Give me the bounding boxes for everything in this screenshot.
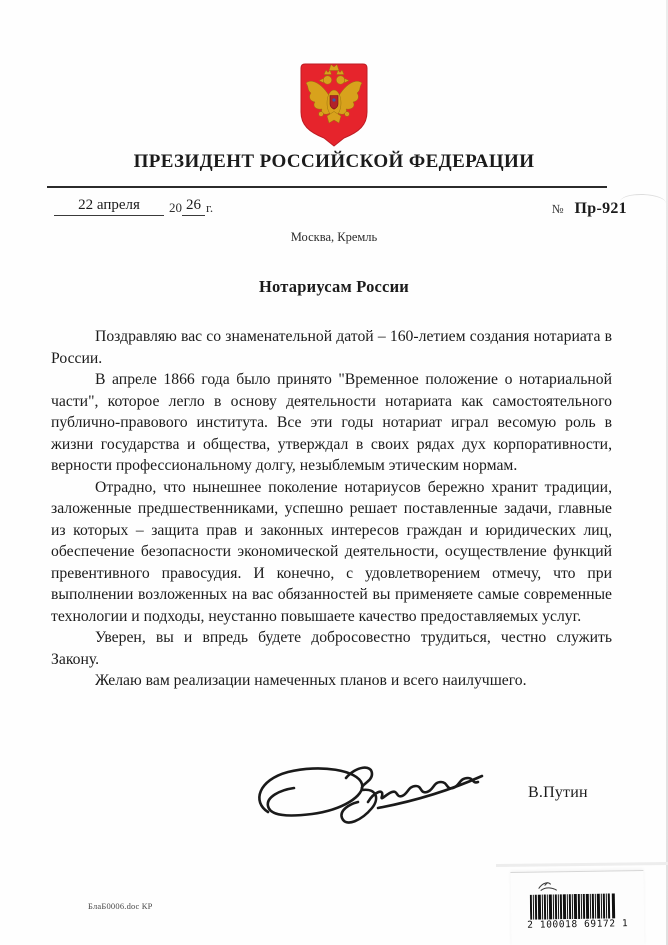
- barcode-number: 2 100018 69172 1: [527, 918, 629, 931]
- meta-row: [50, 196, 627, 222]
- document-number: [552, 200, 627, 218]
- date-century: 20: [169, 200, 182, 215]
- letter-paragraph: Поздравляю вас со знаменательной датой – 160-летием создания нотариата в России.: [51, 328, 612, 367]
- letter-paragraph: Отрадно, что нынешнее поколение нотариусов бережно хранит традиции, заложенные предшественниками, успешно решает поставленные задачи, главные из которых – защита прав и законных интересов граждан и юридических лиц, обеспечение безопасности экономической деятельности, осуществление функций превентивного правосудия. И конечно, с удовлетворением отмечу, что при выполнении возложенных на вас обязанностей вы применяете самые современные технологии и подходы, неустанно повышаете качество предоставляемых услуг.: [51, 478, 612, 625]
- barcode-icon: [530, 893, 616, 919]
- signer-name: В.Путин: [528, 784, 588, 801]
- date-year: 26: [182, 197, 205, 216]
- place-line: Москва, Кремль: [290, 230, 378, 244]
- signature-icon: [250, 750, 488, 840]
- numero-sign: №: [551, 202, 564, 216]
- date-day-month: 22 апреля: [54, 197, 164, 216]
- document-number-value: Пр-921: [574, 200, 627, 217]
- date-era-suffix: г.: [206, 200, 214, 215]
- letter-paragraph: Желаю вам реализации намеченных планов и всего наилучшего.: [95, 672, 527, 689]
- letter-paragraph: В апреле 1866 года было принято "Временное положение о нотариальной части", которое легло в основу деятельности нотариата как самостоятельного публично-правового института. Все эти годы нотариат играл весомую роль в жизни государства и общества, утверждал в своих рядах дух корпоративности, верности профессиональному долгу, незыблемым этическим нормам.: [51, 371, 612, 474]
- letter-body: [51, 326, 612, 692]
- addressee-heading: Нотариусам России: [259, 277, 409, 296]
- scan-streak-artifact: [496, 862, 668, 867]
- russia-coat-of-arms-icon: [299, 62, 369, 148]
- document-file-reference: БлаБ0006.doc КР: [88, 901, 153, 911]
- date-line: [54, 197, 213, 216]
- letterhead-divider: [47, 186, 607, 188]
- barcode-sticker: [510, 870, 644, 945]
- letter-paragraph: Уверен, вы и впредь будете добросовестно трудиться, честно служить Закону.: [51, 629, 612, 668]
- barcode-stamp-mark-icon: [536, 879, 560, 892]
- letterhead-title: ПРЕЗИДЕНТ РОССИЙСКОЙ ФЕДЕРАЦИИ: [133, 151, 535, 172]
